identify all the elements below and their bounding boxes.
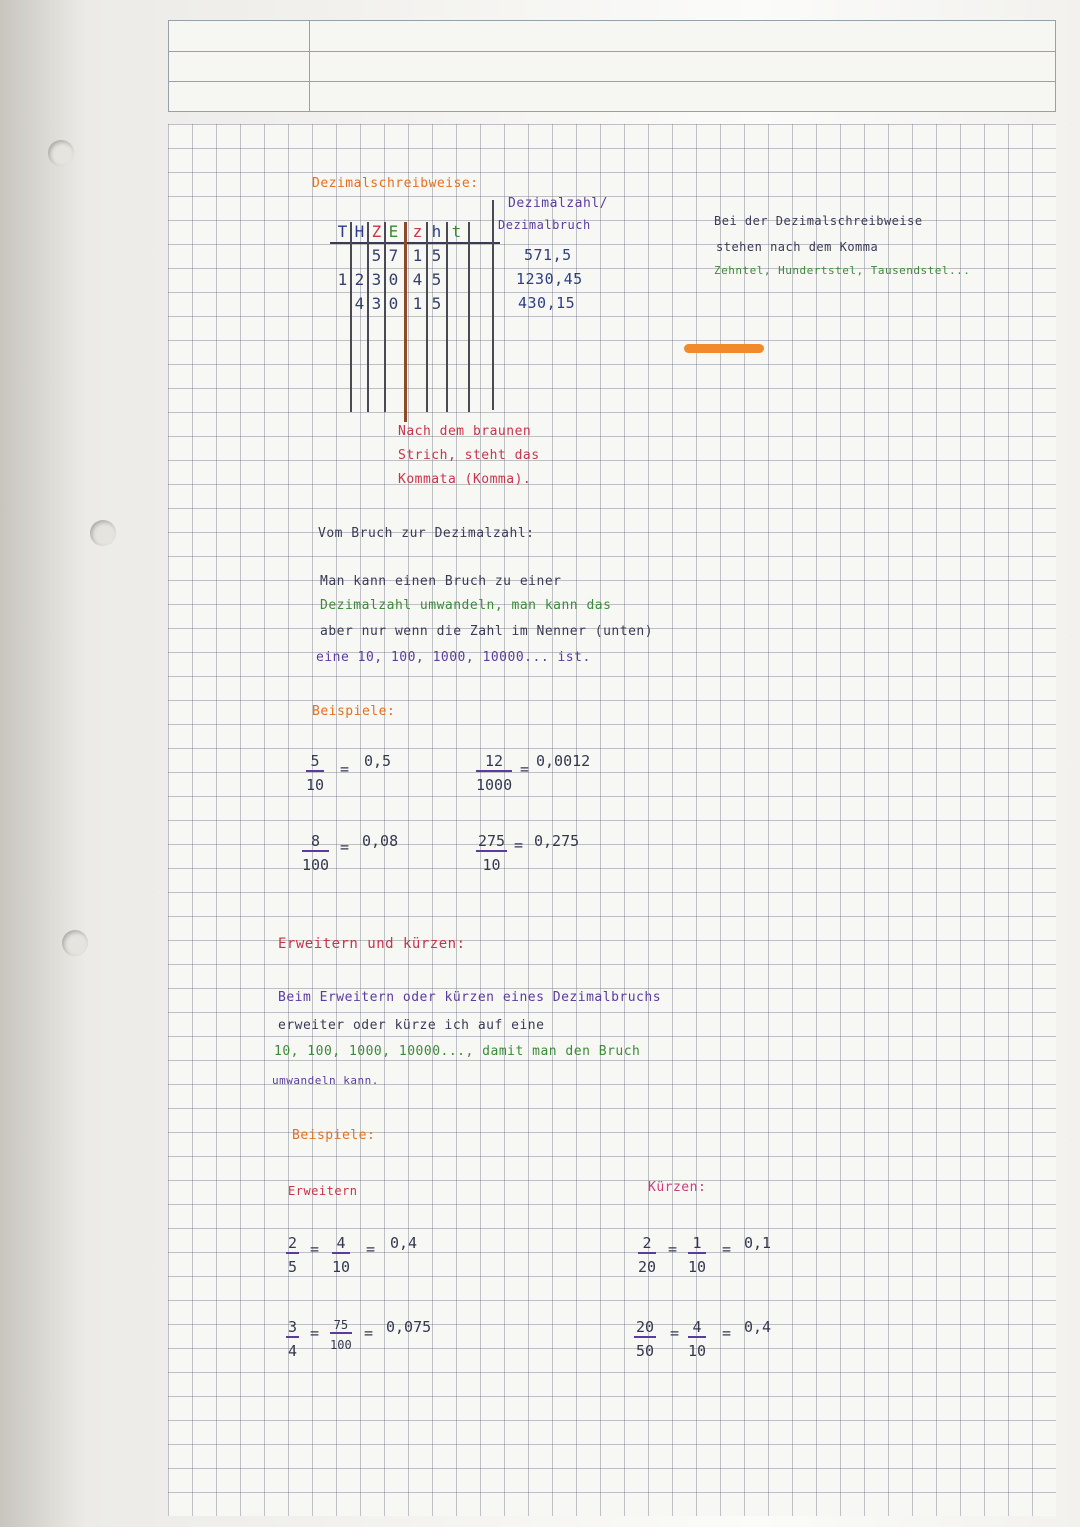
result-0-1: 0,1 — [744, 1234, 772, 1252]
head-z: z — [412, 222, 423, 241]
decimal-value-1: 571,5 — [524, 246, 572, 264]
fraction-20-50 — [634, 1318, 656, 1360]
equals-sign: = — [670, 1324, 680, 1342]
section-title-decimal: Dezimalschreibweise: — [312, 176, 479, 191]
fraction-8-100 — [302, 832, 329, 874]
numerator: 2 — [288, 1234, 298, 1252]
extend-text-line-2: erweiter oder kürze ich auf eine — [278, 1018, 545, 1033]
result-0-075: 0,075 — [386, 1318, 432, 1336]
fraction-5-10 — [306, 752, 324, 794]
side-note-line-3: Zehntel, Hundertstel, Tausendstel... — [714, 264, 971, 277]
table-row — [330, 294, 500, 316]
examples-label-1: Beispiele: — [312, 704, 396, 719]
fraction-text-line-2: Dezimalzahl umwandeln, man kann das — [320, 598, 612, 613]
equals-sign: = — [340, 760, 350, 778]
fraction-275-10 — [476, 832, 507, 874]
digit: 5 — [431, 246, 442, 265]
equals-sign: = — [722, 1324, 732, 1342]
table-row — [330, 270, 500, 292]
numerator: 2 — [638, 1234, 656, 1254]
section-title-extend: Erweitern und kürzen: — [278, 936, 466, 952]
result-0-4: 0,4 — [390, 1234, 418, 1252]
equals-sign: = — [722, 1240, 732, 1258]
digit: 4 — [412, 270, 423, 289]
equals-sign: = — [514, 836, 524, 854]
punch-hole-3 — [62, 930, 88, 956]
fraction-12-1000 — [476, 752, 512, 794]
numerator: 8 — [302, 832, 329, 852]
denominator: 10 — [332, 1258, 351, 1276]
denominator: 10 — [482, 856, 501, 874]
denominator: 5 — [288, 1258, 298, 1276]
digit: 1 — [412, 294, 423, 313]
numerator: 5 — [306, 752, 324, 772]
head-h: h — [431, 222, 442, 241]
numerator: 275 — [478, 832, 506, 850]
fraction-2-5 — [286, 1234, 299, 1276]
head-Z: Z — [371, 222, 382, 241]
numerator: 4 — [688, 1318, 706, 1338]
equals-sign: = — [364, 1324, 374, 1342]
header-box — [168, 20, 1056, 112]
numerator: 12 — [476, 752, 512, 772]
punch-hole-2 — [90, 520, 116, 546]
digit: 3 — [371, 270, 382, 289]
result-0-0012: 0,0012 — [536, 752, 591, 770]
fraction-1-10 — [688, 1234, 706, 1276]
extend-text-line-4: umwandeln kann. — [272, 1074, 379, 1087]
denominator: 50 — [636, 1342, 655, 1360]
digit: 4 — [354, 294, 365, 313]
fraction-text-line-1: Man kann einen Bruch zu einer — [320, 574, 562, 589]
side-note-line-2: stehen nach dem Komma — [716, 240, 879, 254]
denominator: 10 — [306, 776, 325, 794]
fraction-2-20 — [638, 1234, 656, 1276]
digit: 5 — [431, 270, 442, 289]
denominator: 20 — [638, 1258, 657, 1276]
place-value-heads — [330, 222, 500, 244]
equals-sign: = — [668, 1240, 678, 1258]
numerator: 1 — [688, 1234, 706, 1254]
result-0-08: 0,08 — [362, 832, 399, 850]
head-E: E — [388, 222, 399, 241]
digit: 3 — [371, 294, 382, 313]
digit: 5 — [371, 246, 382, 265]
fraction-4-10 — [332, 1234, 350, 1276]
denominator: 1000 — [476, 776, 513, 794]
result-0-275: 0,275 — [534, 832, 580, 850]
note-brown-line-3: Kommata (Komma). — [398, 472, 532, 487]
denominator: 4 — [288, 1342, 298, 1360]
digit: 0 — [388, 270, 399, 289]
table-right-heading-2: Dezimalbruch — [498, 218, 591, 232]
result-0-5: 0,5 — [364, 752, 392, 770]
numerator: 4 — [332, 1234, 350, 1254]
denominator: 10 — [688, 1342, 707, 1360]
fraction-3-4 — [286, 1318, 299, 1360]
punch-hole-1 — [48, 140, 74, 166]
table-right-heading-1: Dezimalzahl/ — [508, 196, 608, 211]
denominator: 100 — [330, 1338, 352, 1352]
examples-label-2: Beispiele: — [292, 1128, 376, 1143]
head-T: T — [337, 222, 348, 241]
head-t: t — [451, 222, 462, 241]
section-title-fraction: Vom Bruch zur Dezimalzahl: — [318, 526, 535, 541]
digit: 2 — [354, 270, 365, 289]
note-brown-line-2: Strich, steht das — [398, 448, 540, 463]
digit: 0 — [388, 294, 399, 313]
digit: 5 — [431, 294, 442, 313]
digit: 1 — [412, 246, 423, 265]
result-0-4-reduce: 0,4 — [744, 1318, 772, 1336]
equals-sign: = — [520, 760, 530, 778]
orange-highlight-mark — [684, 344, 764, 353]
note-brown-line-1: Nach dem braunen — [398, 424, 532, 439]
equals-sign: = — [310, 1324, 320, 1342]
equals-sign: = — [366, 1240, 376, 1258]
numerator: 20 — [636, 1318, 655, 1336]
equals-sign: = — [340, 838, 350, 856]
head-H: H — [354, 222, 365, 241]
equals-sign: = — [310, 1240, 320, 1258]
numerator: 75 — [330, 1318, 352, 1334]
denominator: 10 — [688, 1258, 707, 1276]
grid-paper — [168, 124, 1056, 1516]
fraction-75-100 — [330, 1318, 352, 1352]
extend-label: Erweitern — [288, 1184, 358, 1198]
fraction-4-10-reduce — [688, 1318, 706, 1360]
extend-text-line-3: 10, 100, 1000, 10000..., damit man den Bruch — [274, 1044, 641, 1059]
digit: 1 — [337, 270, 348, 289]
denominator: 100 — [302, 856, 330, 874]
numerator: 3 — [288, 1318, 298, 1336]
fraction-text-line-4: eine 10, 100, 1000, 10000... ist. — [316, 650, 591, 665]
side-note-line-1 — [714, 214, 923, 228]
extend-text-line-1: Beim Erweitern oder kürzen eines Dezimalbruchs — [278, 990, 662, 1005]
digit: 7 — [388, 246, 399, 265]
decimal-value-3: 430,15 — [518, 294, 576, 312]
reduce-label: Kürzen: — [648, 1180, 707, 1195]
decimal-value-2: 1230,45 — [516, 270, 583, 288]
fraction-text-line-3: aber nur wenn die Zahl im Nenner (unten) — [320, 624, 654, 639]
side-note-text: Bei der Dezimalschreibweise — [714, 214, 923, 228]
table-row — [330, 246, 500, 268]
